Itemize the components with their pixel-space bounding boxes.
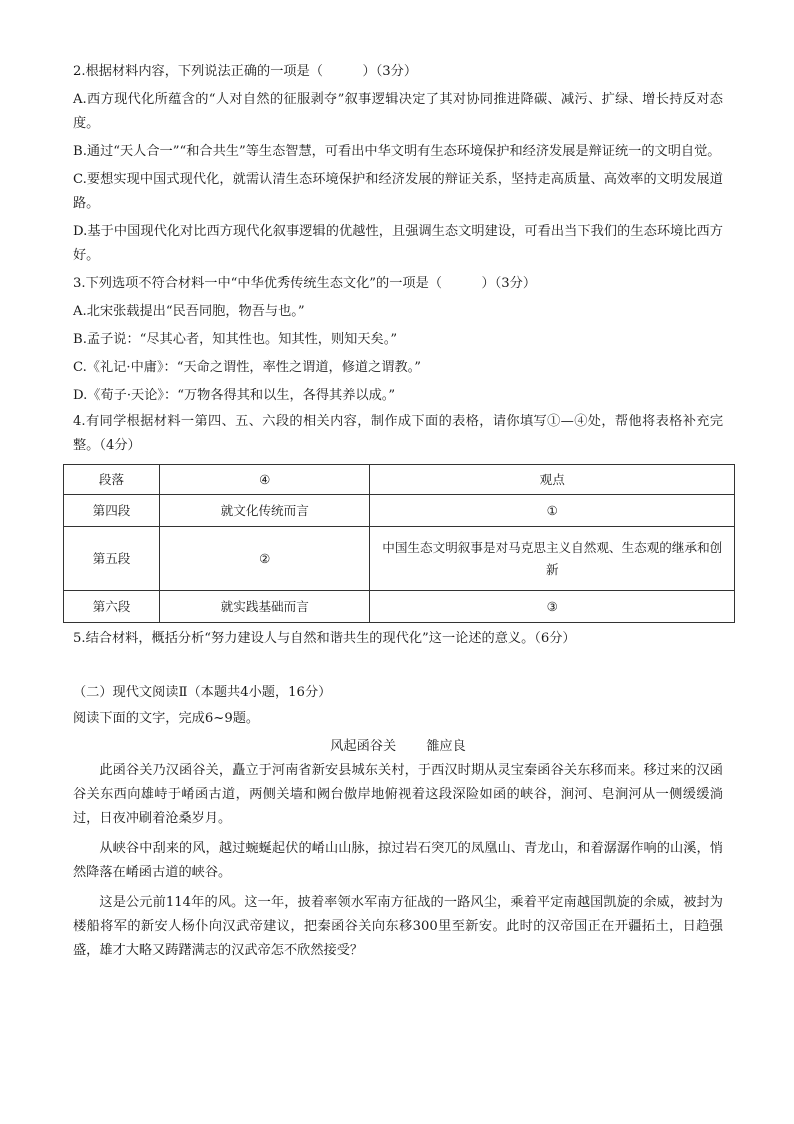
table-header-cell: ④ xyxy=(160,465,370,495)
question-5-stem: 5.结合材料，概括分析“努力建设人与自然和谐共生的现代化”这一论述的意义。（6分） xyxy=(73,631,576,646)
article-title: 风起函谷关 xyxy=(330,739,397,754)
table-row xyxy=(64,495,735,527)
table-header-row xyxy=(64,465,735,495)
section-instruction: 阅读下面的文字，完成6~9题。 xyxy=(73,711,260,726)
question-3-option-d: D.《荀子·天论》：“万物各得其和以生，各得其养以成。” xyxy=(73,388,396,403)
question-3-option-b: B.孟子说：“尽其心者，知其性也。知其性，则知天矣。” xyxy=(73,332,398,347)
table-cell: ③ xyxy=(370,591,735,623)
question-2-option-c: C.要想实现中国式现代化，就需认清生态环境保护和经济发展的辩证关系，坚持走高质量、高效率的文明发展道路。 xyxy=(73,172,723,211)
table-header-cell: 观点 xyxy=(370,465,735,495)
section-heading: （二）现代文阅读Ⅱ（本题共4小题，16分） xyxy=(73,685,332,700)
question-3-option-c: C.《礼记·中庸》：“天命之谓性，率性之谓道，修道之谓教。” xyxy=(73,360,421,375)
table-cell: 第四段 xyxy=(64,495,160,527)
question-3-option-a: A.北宋张载提出“民吾同胞，物吾与也。” xyxy=(73,304,305,319)
table-cell: 中国生态文明叙事是对马克思主义自然观、生态观的继承和创新 xyxy=(370,527,735,591)
article-paragraph: 这是公元前114年的风。这一年，披着率领水军南方征战的一路风尘，乘着平定南越国凯旋的余威，被封为楼船将军的新安人杨仆向汉武帝建议，把秦函谷关向东移300里至新安。此时的汉帝国正在开疆拓土，日趋强盛，雄才大略又踌躇满志的汉武帝怎不欣然接受？ xyxy=(73,895,723,958)
table-cell: 就实践基础而言 xyxy=(160,591,370,623)
table-header-cell: 段落 xyxy=(64,465,160,495)
article-paragraph: 此函谷关乃汉函谷关，矗立于河南省新安县城东关村，于西汉时期从灵宝秦函谷关东移而来。移过来的汉函谷关东西向雄峙于崤函古道，两侧关墙和阙台傲岸地俯视着这段深险如函的峡谷，涧河、皂涧河从一侧缓缓淌过，日夜冲刷着沧桑岁月。 xyxy=(73,763,723,826)
table-cell: ① xyxy=(370,495,735,527)
question-4-table xyxy=(63,464,735,623)
question-2-option-d: D.基于中国现代化对比西方现代化叙事逻辑的优越性，且强调生态文明建设，可看出当下我们的生态环境比西方好。 xyxy=(73,224,723,263)
question-2-option-a: A.西方现代化所蕴含的“人对自然的征服剥夺”叙事逻辑决定了其对协同推进降碳、减污、扩绿、增长持反对态度。 xyxy=(73,92,723,131)
article-paragraph: 从峡谷中刮来的风，越过蜿蜒起伏的崤山山脉，掠过岩石突兀的凤凰山、青龙山，和着潺潺作响的山溪，悄然降落在崤函古道的峡谷。 xyxy=(73,841,723,880)
table-cell: 第五段 xyxy=(64,527,160,591)
table-cell: ② xyxy=(160,527,370,591)
exam-page xyxy=(73,60,723,963)
table-cell: 就文化传统而言 xyxy=(160,495,370,527)
question-2-stem: 2.根据材料内容，下列说法正确的一项是（ ）（3分） xyxy=(73,64,418,79)
article-author: 雒应良 xyxy=(426,739,466,754)
table-row xyxy=(64,527,735,591)
article-title-line xyxy=(73,735,723,759)
table-cell: 第六段 xyxy=(64,591,160,623)
question-4-stem: 4.有同学根据材料一第四、五、六段的相关内容，制作成下面的表格，请你填写①—④处，帮他将表格补充完整。（4分） xyxy=(73,414,723,453)
question-3-stem: 3.下列选项不符合材料一中“中华优秀传统生态文化”的一项是（ ）（3分） xyxy=(73,276,537,291)
question-2-option-b: B.通过“天人合一”“和合共生”等生态智慧，可看出中华文明有生态环境保护和经济发展是辩证统一的文明自觉。 xyxy=(73,144,721,159)
table-row xyxy=(64,591,735,623)
